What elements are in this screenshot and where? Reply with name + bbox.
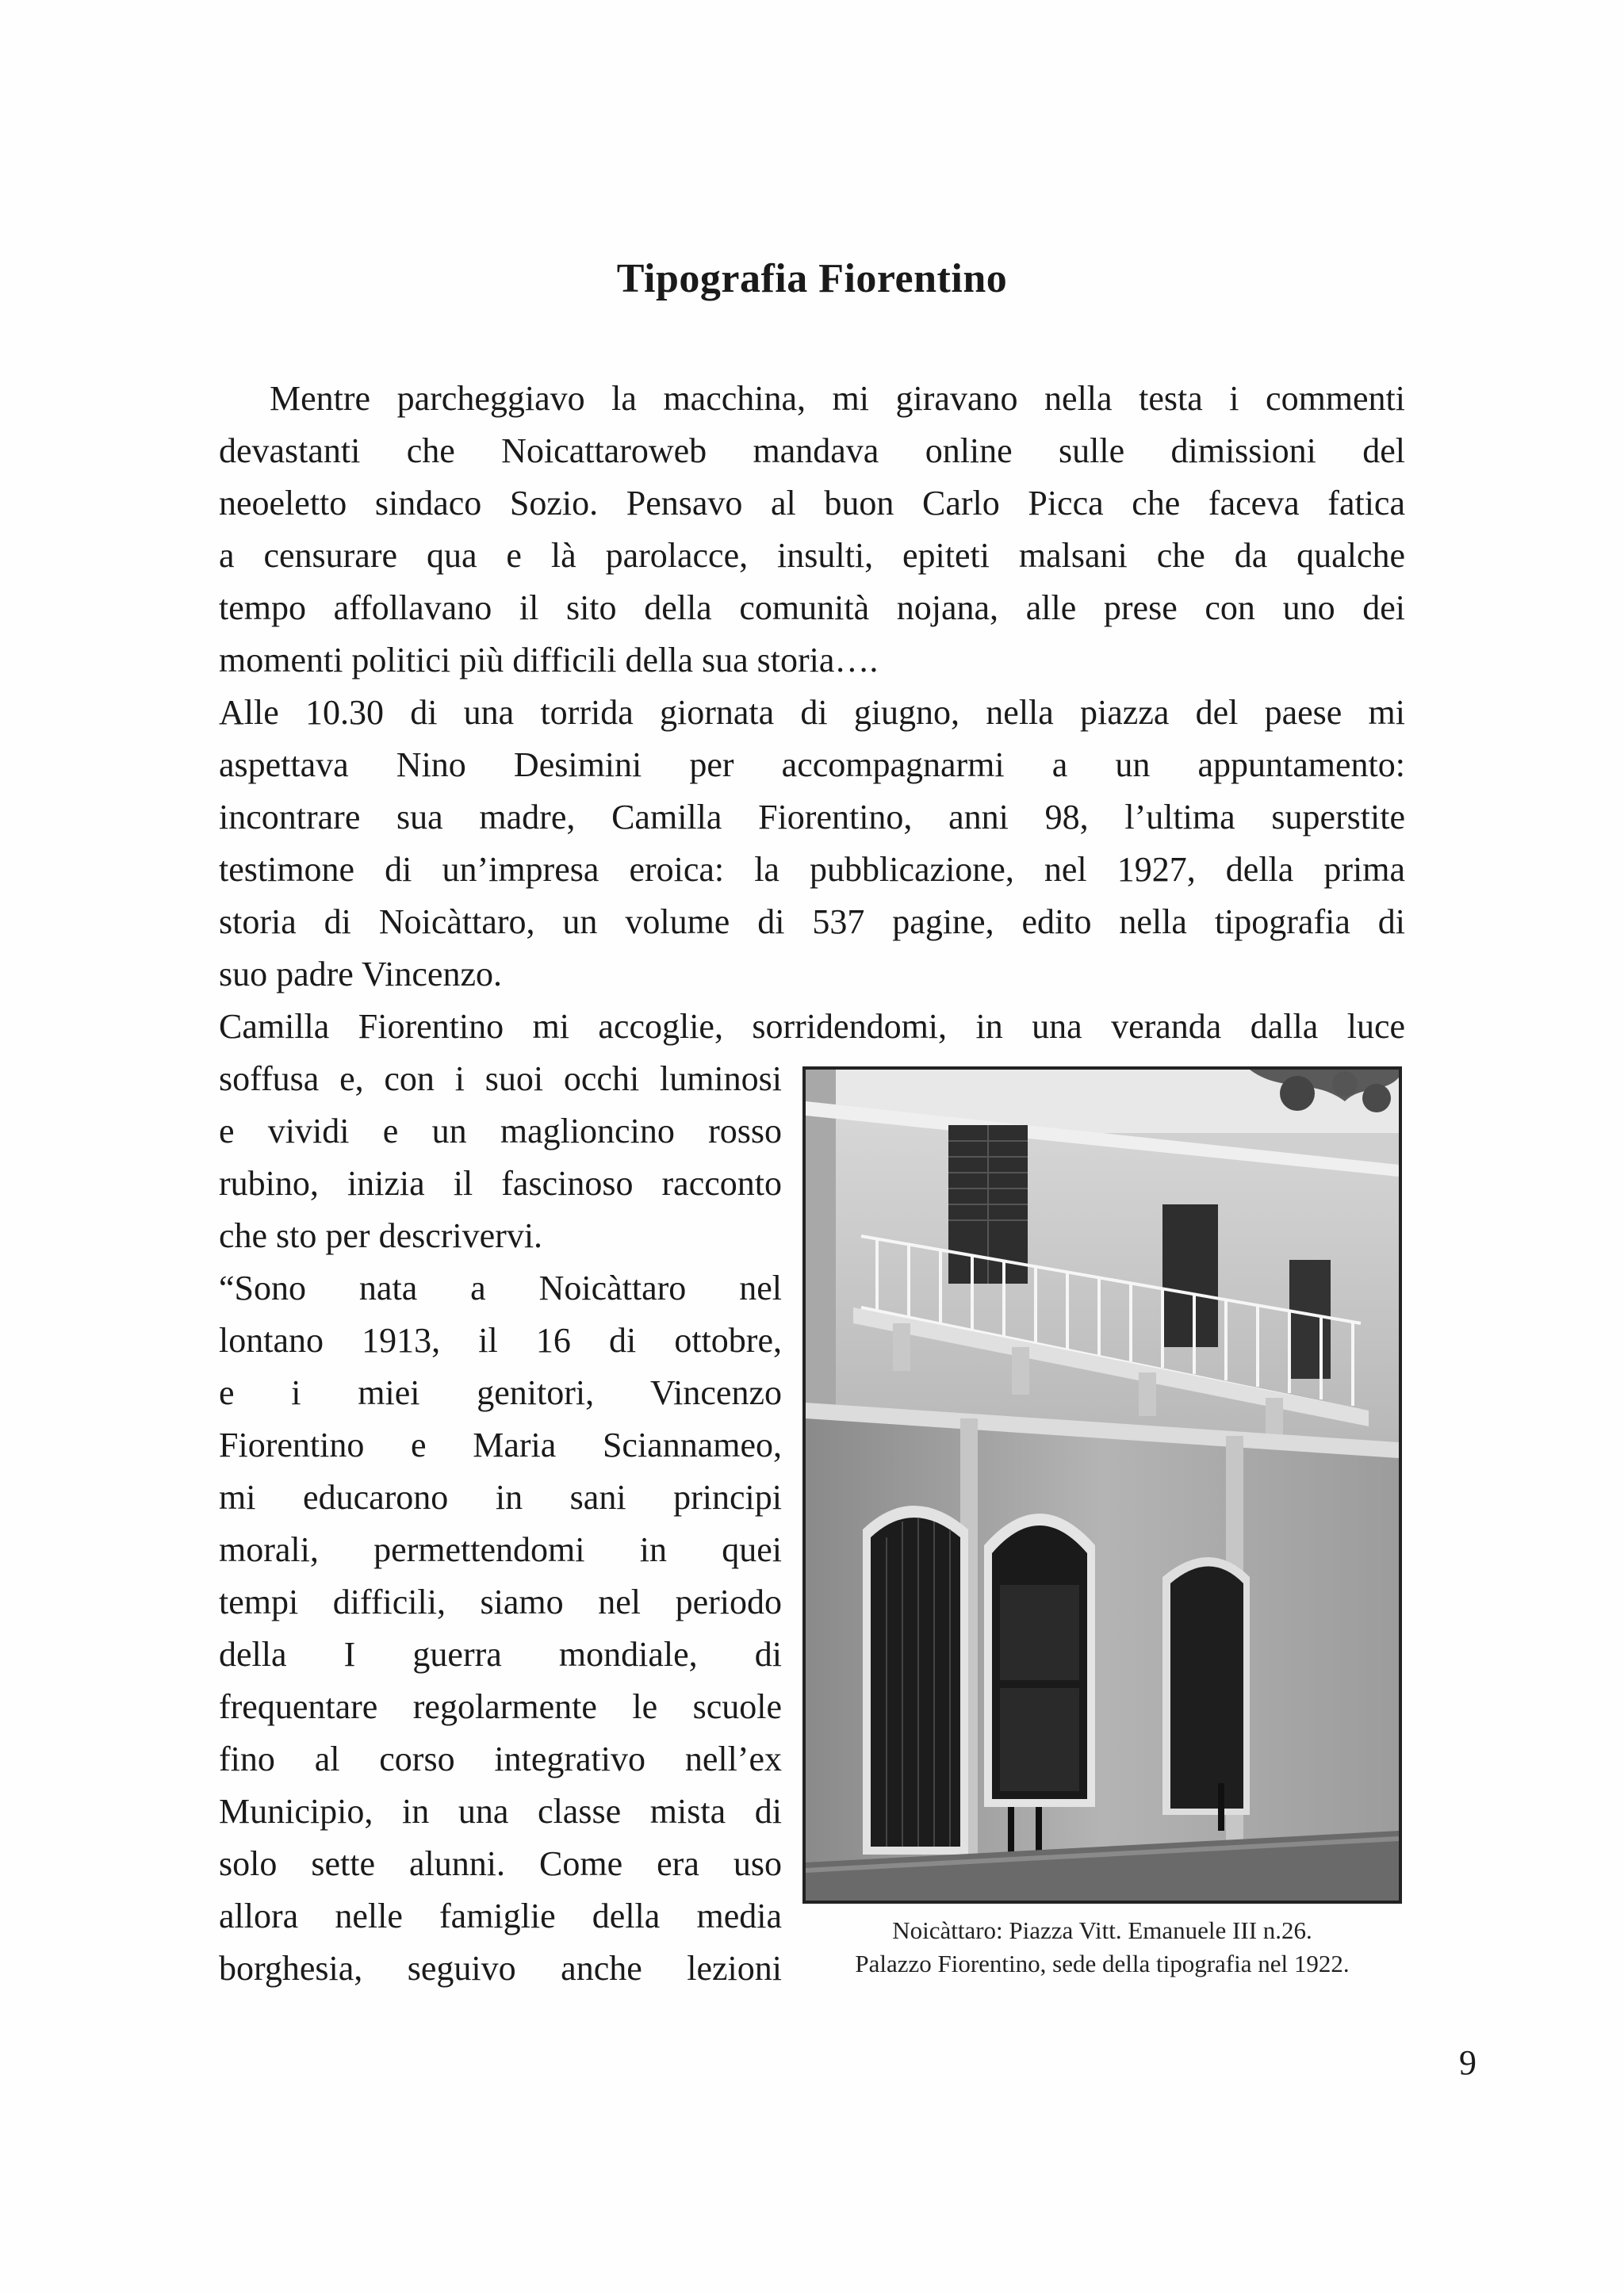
text-line: devastanti che Noicattaroweb mandava online sulle dimissioni del — [219, 431, 1405, 470]
text-line: testimone di un’impresa eroica: la pubblicazione, nel 1927, della prima — [219, 850, 1405, 889]
text-line: frequentare regolarmente le scuole — [219, 1687, 782, 1726]
page-number: 9 — [1459, 2043, 1477, 2082]
text-line: allora nelle famiglie della media — [219, 1897, 782, 1935]
palazzo-illustration — [806, 1070, 1399, 1901]
text-line: lontano 1913, il 16 di ottobre, — [219, 1321, 782, 1360]
text-line: tempo affollavano il sito della comunità nojana, alle prese con uno dei — [219, 588, 1405, 627]
text-line: Mentre parcheggiavo la macchina, mi giravano nella testa i commenti — [270, 379, 1405, 418]
text-line: che sto per descrivervi. — [219, 1216, 543, 1255]
building-photo — [802, 1066, 1402, 1904]
text-line: tempi difficili, siamo nel periodo — [219, 1583, 782, 1621]
text-line: soffusa e, con i suoi occhi luminosi — [219, 1059, 782, 1098]
paragraph-1 — [219, 373, 1405, 687]
text-line: aspettava Nino Desimini per accompagnarmi a un appuntamento: — [219, 745, 1405, 784]
text-line: Alle 10.30 di una torrida giornata di giugno, nella piazza del paese mi — [219, 693, 1405, 732]
text-line: incontrare sua madre, Camilla Fiorentino, anni 98, l’ultima superstite — [219, 798, 1405, 836]
paragraph-2 — [219, 687, 1405, 1001]
text-line: rubino, inizia il fascinoso racconto — [219, 1164, 782, 1203]
text-line: “Sono nata a Noicàttaro nel — [219, 1269, 782, 1307]
text-line: morali, permettendomi in quei — [219, 1530, 782, 1569]
caption-line: Noicàttaro: Piazza Vitt. Emanuele III n.26. — [892, 1916, 1312, 1944]
text-line: storia di Noicàttaro, un volume di 537 pagine, edito nella tipografia di — [219, 902, 1405, 941]
photo-caption — [802, 1914, 1402, 1981]
text-line: fino al corso integrativo nell’ex — [219, 1740, 782, 1778]
text-line: neoeletto sindaco Sozio. Pensavo al buon Carlo Picca che faceva fatica — [219, 484, 1405, 523]
text-line: momenti politici più difficili della sua storia…. — [219, 641, 879, 679]
text-line: Fiorentino e Maria Sciannameo, — [219, 1426, 782, 1464]
text-line: Camilla Fiorentino mi accoglie, sorridendomi, in una veranda dalla luce — [219, 1007, 1405, 1046]
text-line: e vividi e un maglioncino rosso — [219, 1112, 782, 1150]
paragraph-3-first-line — [219, 1001, 1405, 1053]
text-line: a censurare qua e là parolacce, insulti, epiteti malsani che da qualche — [219, 536, 1405, 575]
text-line: suo padre Vincenzo. — [219, 955, 502, 993]
text-line: della I guerra mondiale, di — [219, 1635, 782, 1674]
text-line: e i miei genitori, Vincenzo — [219, 1373, 782, 1412]
wrapped-text-column — [219, 1053, 782, 1995]
text-line: borghesia, seguivo anche lezioni — [219, 1949, 782, 1988]
text-line: Municipio, in una classe mista di — [219, 1792, 782, 1831]
caption-line: Palazzo Fiorentino, sede della tipografia nel 1922. — [855, 1950, 1350, 1977]
text-line: solo sette alunni. Come era uso — [219, 1844, 782, 1883]
chapter-title: Tipografia Fiorentino — [616, 256, 1008, 301]
text-line: mi educarono in sani principi — [219, 1478, 782, 1517]
